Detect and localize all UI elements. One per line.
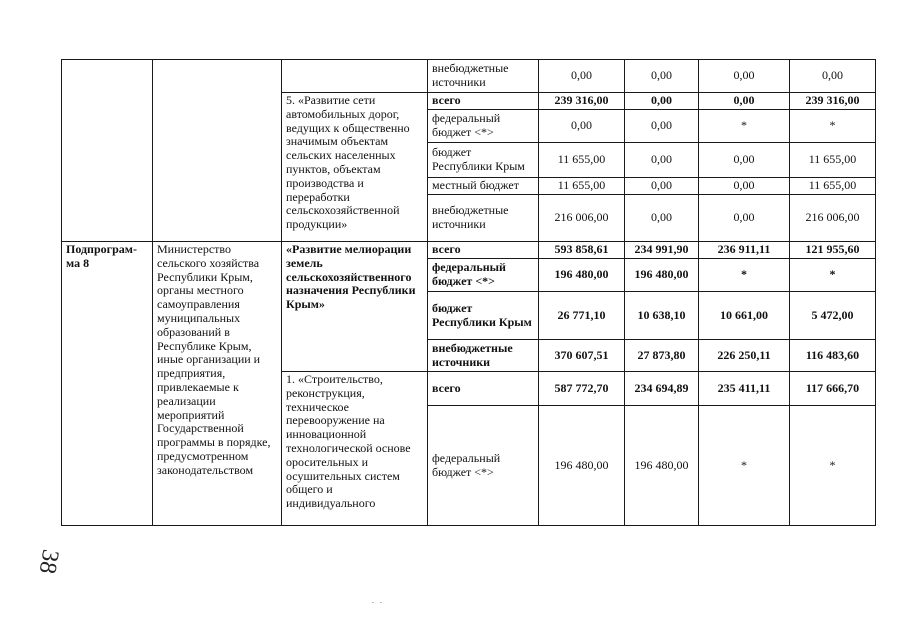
value-col3: 235 411,11	[699, 372, 790, 406]
value-total: 11 655,00	[539, 178, 625, 195]
budget-table	[61, 59, 876, 526]
value-col4: *	[790, 406, 876, 526]
value-col3: 236 911,11	[699, 242, 790, 259]
scan-speck	[380, 602, 382, 603]
value-col3: 0,00	[699, 93, 790, 110]
value-col2: 234 991,90	[625, 242, 699, 259]
funding-source: бюджет Республики Крым	[428, 143, 539, 178]
funding-source: всего	[428, 93, 539, 110]
responsible-executor: Министерство сельского хозяйства Республики Крым, органы местного самоуправления муниципальных образований в Республике Крым, иные организации и предприятия, привлекаемые к реализации мероприятий Государственной программы в порядке, предусмотренном законодательством	[153, 242, 282, 526]
value-total: 11 655,00	[539, 143, 625, 178]
value-col3: 226 250,11	[699, 340, 790, 372]
activity-1-description: 1. «Строительство, реконструкция, техническое перевооружение на инновационной технологической основе оросительных и осушительных систем общего и индивидуального	[282, 372, 428, 526]
scan-speck	[372, 602, 374, 603]
value-col3: 0,00	[699, 60, 790, 93]
funding-source: бюджет Республики Крым	[428, 292, 539, 340]
value-total: 593 858,61	[539, 242, 625, 259]
value-col4: 0,00	[790, 60, 876, 93]
value-col2: 0,00	[625, 178, 699, 195]
value-col4: *	[790, 110, 876, 143]
funding-source: внебюджетные источники	[428, 340, 539, 372]
value-col2: 0,00	[625, 195, 699, 242]
activity-5-description: 5. «Развитие сети автомобильных дорог, ведущих к общественно значимым объектам сельских населенных пунктов, объектам производства и переработки сельскохозяйственной продукции»	[282, 93, 428, 242]
subprogram-8-title: «Развитие мелиорации земель сельскохозяйственного назначения Республики Крым»	[282, 242, 428, 372]
value-total: 587 772,70	[539, 372, 625, 406]
funding-source: федеральный бюджет <*>	[428, 406, 539, 526]
value-col4: 11 655,00	[790, 143, 876, 178]
value-col2: 0,00	[625, 143, 699, 178]
funding-source: внебюджетные источники	[428, 60, 539, 93]
subprogram-8-label: Подпрограм-ма 8	[62, 242, 153, 526]
funding-source: всего	[428, 372, 539, 406]
funding-source: всего	[428, 242, 539, 259]
value-total: 370 607,51	[539, 340, 625, 372]
value-col2: 234 694,89	[625, 372, 699, 406]
value-total: 239 316,00	[539, 93, 625, 110]
value-col3: *	[699, 406, 790, 526]
table-row	[62, 242, 876, 259]
value-col2: 196 480,00	[625, 259, 699, 292]
value-total: 0,00	[539, 110, 625, 143]
empty-cell	[62, 60, 153, 242]
value-total: 196 480,00	[539, 259, 625, 292]
funding-source: местный бюджет	[428, 178, 539, 195]
value-total: 216 006,00	[539, 195, 625, 242]
value-col4: 216 006,00	[790, 195, 876, 242]
value-col3: 0,00	[699, 178, 790, 195]
value-col4: *	[790, 259, 876, 292]
value-col3: *	[699, 259, 790, 292]
value-total: 196 480,00	[539, 406, 625, 526]
value-col4: 5 472,00	[790, 292, 876, 340]
empty-cell	[153, 60, 282, 242]
funding-source: федеральный бюджет <*>	[428, 259, 539, 292]
value-col2: 0,00	[625, 93, 699, 110]
value-col4: 11 655,00	[790, 178, 876, 195]
value-col3: 0,00	[699, 195, 790, 242]
value-col2: 27 873,80	[625, 340, 699, 372]
value-col4: 121 955,60	[790, 242, 876, 259]
value-col3: 10 661,00	[699, 292, 790, 340]
empty-cell	[282, 60, 428, 93]
value-col2: 0,00	[625, 60, 699, 93]
value-col2: 10 638,10	[625, 292, 699, 340]
funding-source: внебюджетные источники	[428, 195, 539, 242]
value-col4: 117 666,70	[790, 372, 876, 406]
value-total: 26 771,10	[539, 292, 625, 340]
value-col3: 0,00	[699, 143, 790, 178]
value-col4: 116 483,60	[790, 340, 876, 372]
value-col2: 0,00	[625, 110, 699, 143]
funding-source: федеральный бюджет <*>	[428, 110, 539, 143]
table-row	[62, 60, 876, 93]
page-number: 38	[33, 547, 64, 576]
value-col2: 196 480,00	[625, 406, 699, 526]
value-col4: 239 316,00	[790, 93, 876, 110]
value-total: 0,00	[539, 60, 625, 93]
value-col3: *	[699, 110, 790, 143]
